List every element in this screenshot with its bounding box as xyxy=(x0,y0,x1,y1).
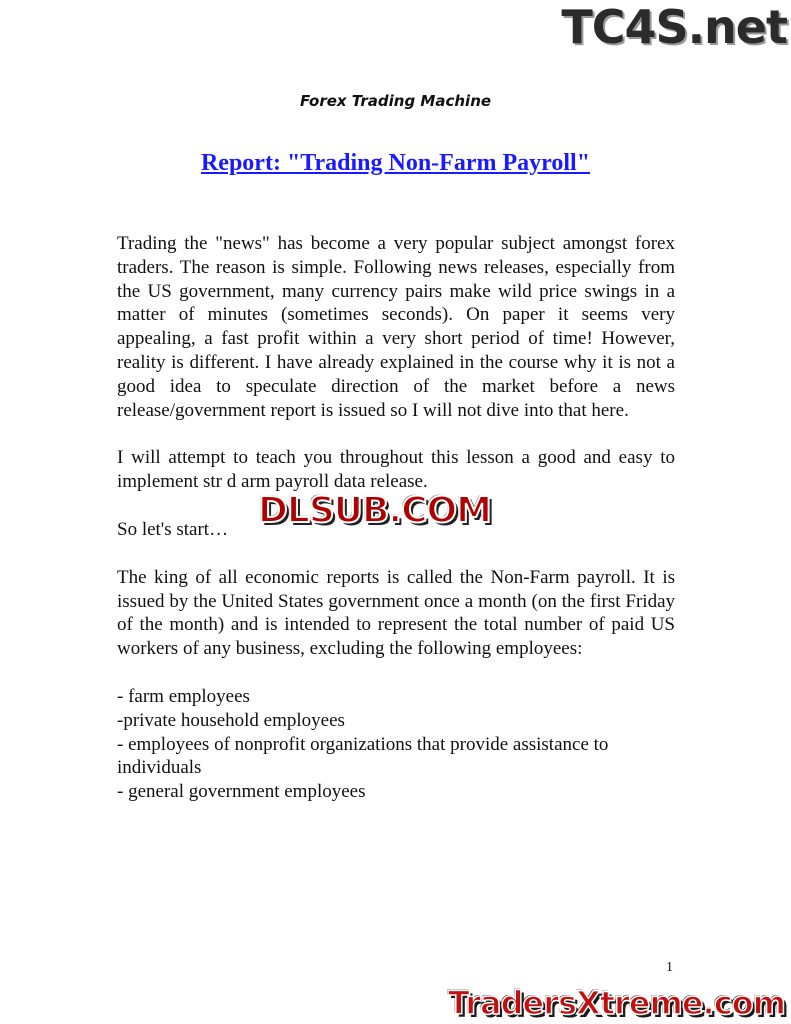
excluded-employees-list xyxy=(117,685,675,804)
page-number: 1 xyxy=(666,960,673,975)
paragraph-nfp-definition: The king of all economic reports is called the Non-Farm payroll. It is issued by the United States government once a month (on the first Friday of the month) and is intended to represent the total number of paid US workers of any business, excluding the following employees: xyxy=(117,566,675,660)
paragraph-lesson: I will attempt to teach you throughout this lesson a good and easy to implement str d arm payroll data release. xyxy=(117,447,675,493)
list-item: -private household employees xyxy=(117,709,345,731)
list-item: - employees of nonprofit organizations that provide assistance to individuals xyxy=(117,733,609,779)
dlsub-watermark-logo: DLSUB.COM xyxy=(258,490,491,531)
document-header-title: Forex Trading Machine xyxy=(299,92,492,110)
report-title-link[interactable]: Report: "Trading Non-Farm Payroll" xyxy=(200,150,591,176)
paragraph-intro: Trading the "news" has become a very popular subject amongst forex traders. The reason is simple. Following news releases, especially from the US government, many currency pairs make wild price swings in a matter of minutes (sometimes seconds). On paper it seems very appealing, a fast profit within a very short period of time! However, reality is different. I have already explained in the course why it is not a good idea to speculate direction of the market before a news release/government report is issued so I will not dive into that here. xyxy=(117,233,675,421)
tradersxtreme-watermark-logo: TradersXtreme.com xyxy=(447,984,785,1022)
tc4s-watermark-logo: TC4S.net xyxy=(561,0,787,54)
paragraph-start: So let's start… xyxy=(117,518,229,540)
list-item: - general government employees xyxy=(117,781,366,803)
list-item: - farm employees xyxy=(117,685,250,707)
